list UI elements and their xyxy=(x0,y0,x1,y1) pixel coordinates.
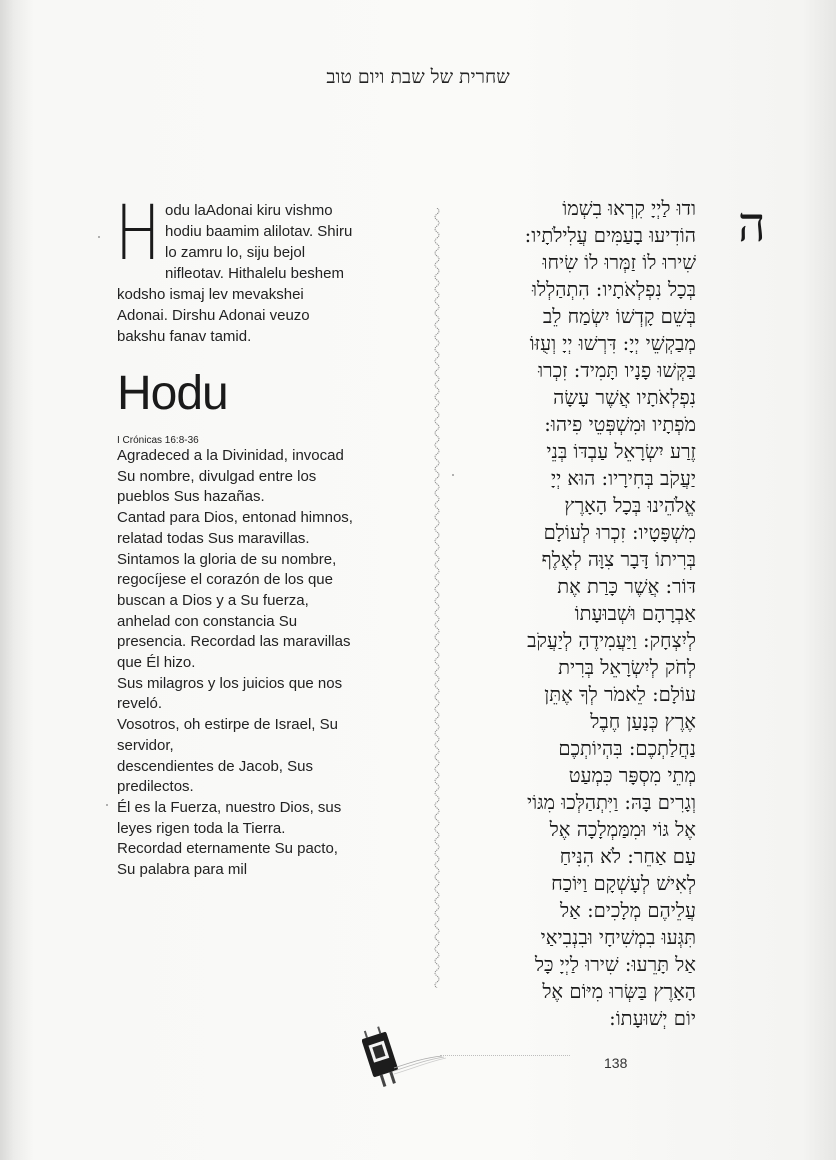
hebrew-line: שִׁירוּ לוֹ זַמְּרוּ לוֹ שִׂיחוּ xyxy=(542,251,696,274)
hebrew-line: הָאָרֶץ בַּשְּׂרוּ מִיּוֹם אֶל xyxy=(542,980,696,1003)
hebrew-line: דּוֹר: אֲשֶׁר כָּרַת אֶת xyxy=(557,575,696,598)
page-number: 138 xyxy=(604,1055,628,1071)
hebrew-line: אֱלֹהֵינוּ בְּכָל הָאָרֶץ xyxy=(564,494,696,517)
wavy-column-divider xyxy=(430,208,444,988)
hebrew-line: לְאִישׁ לְעָשְׁקָם וַיּוֹכַח xyxy=(551,872,696,895)
translation-paragraph: Vosotros, oh estirpe de Israel, Su servidor, xyxy=(117,716,338,754)
speck xyxy=(452,474,454,476)
translation-paragraph: Sus milagros y los juicios que nos reveló. xyxy=(117,674,343,713)
hebrew-line: אֶרֶץ כְּנָעַן חֶבֶל xyxy=(590,710,696,733)
scripture-reference: I Crónicas 16:8-36 xyxy=(117,435,199,446)
translation-paragraph: Él es la Fuerza, nuestro Dios, sus leyes rigen toda la Tierra. xyxy=(117,798,342,837)
hebrew-line: מְתֵי מִסְפָּר כִּמְעַט xyxy=(568,764,696,787)
hebrew-line: מְבַקְשֵׁי יְיָ: דִּרְשׁוּ יְיָ וְעֻזּוֹ xyxy=(529,332,696,355)
translation-paragraph: Recordad eternamente Su pacto, Su palabra para mil xyxy=(117,840,338,879)
hebrew-line: מֹפְתָיו וּמִשְׁפְּטֵי פִיהוּ: xyxy=(544,413,696,436)
translation-paragraph: Agradeced a la Divinidad, invocad Su nombre, divulgad entre los pueblos Sus hazañas. xyxy=(117,447,344,506)
hebrew-line: אַבְרָהָם וּשְׁבוּעָתוֹ xyxy=(574,602,696,625)
hebrew-line: עַם אַחֵר: לֹא הִנִּיחַ xyxy=(559,845,696,868)
transliteration-text: odu laAdonai kiru vishmo hodiu baamim alilotav. Shiru lo zamru lo, siju bejol nifleotav. Hithalelu beshem kodsho ismaj lev mevakshei Adonai. Dirshu Adonai veuzo bakshu fanav tamid. xyxy=(117,202,353,345)
speck xyxy=(98,236,100,238)
hebrew-line: יַעֲקֹב בְּחִירָיו: הוּא יְיָ xyxy=(550,467,696,490)
hebrew-line: ודוּ לַיְיָ קִרְאוּ בִשְׁמוֹ xyxy=(562,197,696,220)
hebrew-line: נַחֲלַתְכֶם: בִּהְיוֹתְכֶם xyxy=(558,737,696,760)
translation-text xyxy=(117,446,357,881)
running-header: שחרית של שבת ויום טוב xyxy=(326,66,510,88)
hebrew-line: זֶרַע יִשְׂרָאֵל עַבְדּוֹ בְּנֵי xyxy=(546,440,696,463)
transliteration-dropcap: H xyxy=(115,188,161,277)
transliteration-block xyxy=(115,188,357,347)
hebrew-line: בְּכָל נִפְלְאֹתָיו: הִתְהַלְלוּ xyxy=(532,278,696,301)
hebrew-line: לְיִצְחָק: וַיַּעֲמִידֶהָ לְיַעֲקֹב xyxy=(527,629,696,652)
hebrew-line: עוֹלָם: לֵאמֹר לְךָ אֶתֵּן xyxy=(544,683,696,706)
hebrew-line: לְחֹק לְיִשְׂרָאֵל בְּרִית xyxy=(558,656,696,679)
tefillin-icon xyxy=(362,1022,462,1094)
footer-dotted-rule xyxy=(440,1055,570,1056)
hebrew-line: בְּשֵׁם קָדְשׁוֹ יִשְׂמַח לֵב xyxy=(542,305,696,328)
speck xyxy=(106,804,108,806)
section-title: Hodu xyxy=(117,367,228,420)
spanish-column xyxy=(115,188,357,881)
hebrew-line: בַּקְּשׁוּ פָנָיו תָּמִיד: זִכְרוּ xyxy=(538,359,696,382)
hebrew-line: הוֹדִיעוּ בָעַמִּים עֲלִילֹתָיו: xyxy=(524,224,696,247)
hebrew-line: מִשְׁפָּטָיו: זִכְרוּ לְעוֹלָם xyxy=(543,521,696,544)
hebrew-line: אֶל גּוֹי וּמִמַּמְלָכָה אֶל xyxy=(549,818,696,841)
hebrew-line: נִפְלְאֹתָיו אֲשֶׁר עָשָׂה xyxy=(553,386,696,409)
hebrew-column xyxy=(458,195,696,1032)
hebrew-line: יוֹם יְשׁוּעָתוֹ: xyxy=(609,1007,696,1030)
hebrew-line: אַל תָּרֵעוּ: שִׁירוּ לַיְיָ כָּל xyxy=(534,953,696,976)
hebrew-line: בְּרִיתוֹ דָּבָר צִוָּה לְאֶלֶף xyxy=(541,548,696,571)
hebrew-line: תִּגְּעוּ בִמְשִׁיחָי וּבִנְבִיאַי xyxy=(540,926,696,949)
hebrew-line: וְגָרִים בָּהּ: וַיִּתְהַלְּכוּ מִגּוֹי xyxy=(526,791,696,814)
translation-paragraph: descendientes de Jacob, Sus predilectos. xyxy=(117,757,313,796)
translation-paragraph: Cantad para Dios, entonad himnos, relatad todas Sus maravillas. Sintamos la gloria de su nombre, regocíjese el corazón de los que buscan a Dios y a Su fuerza, anhelad con constancia Su presencia. Recordad las maravillas que Él hizo. xyxy=(117,509,353,672)
hebrew-line: עֲלֵיהֶם מְלָכִים: אַל xyxy=(560,899,696,922)
hebrew-dropcap: ה xyxy=(738,197,766,253)
